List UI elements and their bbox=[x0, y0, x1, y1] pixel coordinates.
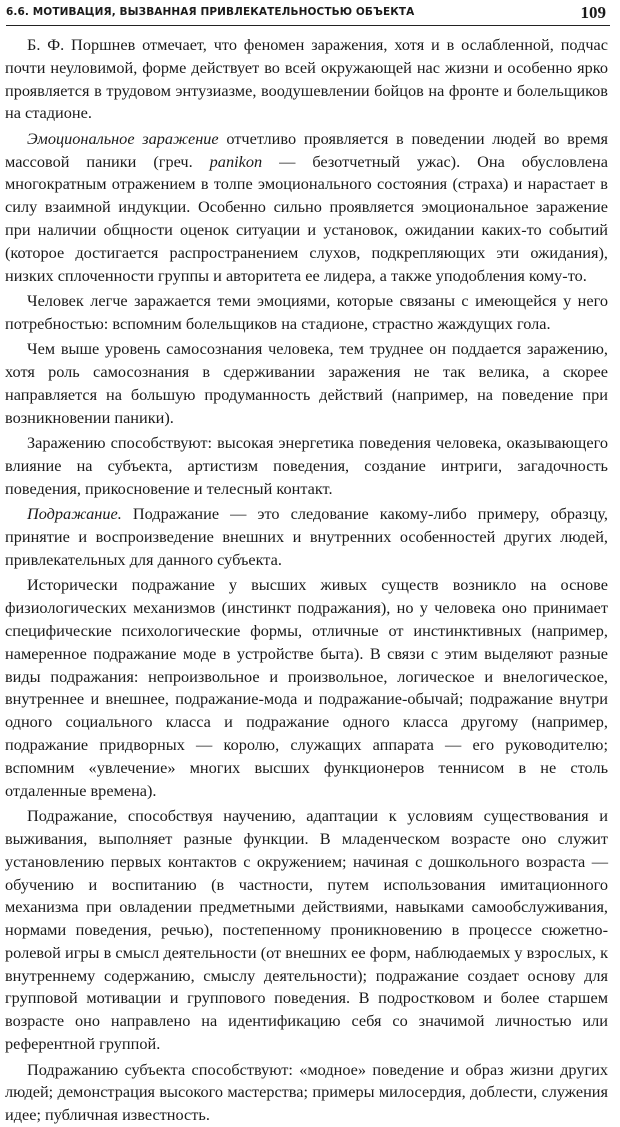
paragraph-imitation-functions bbox=[5, 805, 608, 1056]
paragraph-porshnev bbox=[5, 34, 608, 125]
paragraph-emotional-contagion bbox=[5, 128, 608, 288]
paragraph-contagion-factors bbox=[5, 432, 608, 500]
paragraph-text: Б. Ф. Поршнев отмечает, что феномен заражения, хотя и в ослабленной, подчас почти неуловимой, форме действует во всей окружающей нас жизни и особенно ярко проявляется в трудовом энтузиазме, воодушевлении бойцов на фронте и болельщиков на стадионе. bbox=[5, 35, 608, 123]
paragraph-text: Чем выше уровень самосознания человека, тем труднее он поддается заражению, хотя роль самосознания в сдерживании заражения не так велика, а скорее направляется на большую продуманность действий (например, на поведение при возникновении паники). bbox=[5, 339, 608, 427]
running-header bbox=[6, 3, 610, 26]
paragraph-text: Подражание, способствуя научению, адаптации к условиям существования и выживания, выполняет разные функции. В младенческом возрасте оно служит установлению первых контактов с окружением; начиная с дошкольного возраста — обучению и воспитанию (в частности, путем использования имитационного механизма при овладении предметными действиями, навыками самообслуживания, нормами поведения, речью), постепенному проникновению в процессе сюжетно-ролевой игры в смысл деятельности (от внешних ее форм, наблюдаемых у взрослых, к внутреннему содержанию, смыслу деятельности); подражание создает основу для групповой мотивации и группового поведения. В подростковом и более старшем возрасте оно направлено на идентификацию себя со значимой личностью или референтной группой. bbox=[5, 806, 608, 1054]
paragraph-imitation-definition bbox=[5, 503, 608, 571]
page-number: 109 bbox=[580, 3, 606, 22]
paragraph-needs bbox=[5, 290, 608, 336]
paragraph-self-awareness bbox=[5, 338, 608, 429]
paragraph-italic-lead: Эмоциональное заражение bbox=[27, 128, 219, 148]
italic-term: panikon bbox=[209, 151, 263, 171]
paragraph-text: Подражанию субъекта способствуют: «модное» поведение и образ жизни других людей; демонстрация высокого мастерства; примеры милосердия, доблести, служения идее; публичная известность. bbox=[5, 1059, 608, 1125]
paragraph-imitation-factors bbox=[5, 1059, 608, 1127]
running-title: 6.6. МОТИВАЦИЯ, ВЫЗВАННАЯ ПРИВЛЕКАТЕЛЬНОСТЬЮ ОБЪЕКТА bbox=[6, 6, 415, 18]
body-text bbox=[5, 34, 608, 1127]
paragraph-text: отчетливо проявляется в поведении людей во время массовой паники (греч. bbox=[5, 128, 608, 171]
paragraph-italic-lead: Подражание. bbox=[27, 504, 122, 524]
paragraph-text: Человек легче заражается теми эмоциями, которые связаны с имеющейся у него потребностью: вспомним болельщиков на стадионе, страстно жаждущих гола. bbox=[5, 291, 608, 333]
paragraph-text: Исторически подражание у высших живых существ возникло на основе физиологических механизмов (инстинкт подражания), но у человека оно принимает специфические психологические формы, отличные от инстинктивных (например, намеренное подражание моде в устройстве быта). В связи с этим выделяют разные виды подражания: непроизвольное и произвольное, логическое и внелогическое, внутреннее и внешнее, подражание-мода и подражание-обычай; подражание внутри одного социального класса и подражание одного класса другому (например, подражание придворных — королю, служащих аппарата — его руководителю; вспомним «увлечение» многих высших функционеров теннисом в не столь отдаленные времена). bbox=[5, 575, 608, 800]
paragraph-text: Подражание — это следование какому-либо примеру, образцу, принятие и воспроизведение внешних и внутренних особенностей других людей, привлекательных для данного субъекта. bbox=[5, 504, 608, 569]
paragraph-text: Заражению способствуют: высокая энергетика поведения человека, оказывающего влияние на субъекта, артистизм поведения, создание интриги, загадочность поведения, прикосновение и телесный контакт. bbox=[5, 433, 608, 498]
paragraph-imitation-history bbox=[5, 574, 608, 802]
paragraph-text-after: — безотчетный ужас). Она обусловлена многократным отражением в толпе эмоционального состояния (страха) и нарастает в силу взаимной индукции. Особенно сильно проявляется эмоциональное заражение при наличии общности оценок ситуации и установок, ожидании каких-то событий (которое достигается распространением слухов, подкрепляющих эти ожидания), низких сплоченности группы и авторитета ее лидера, а также уподобления кому-то. bbox=[5, 151, 608, 285]
